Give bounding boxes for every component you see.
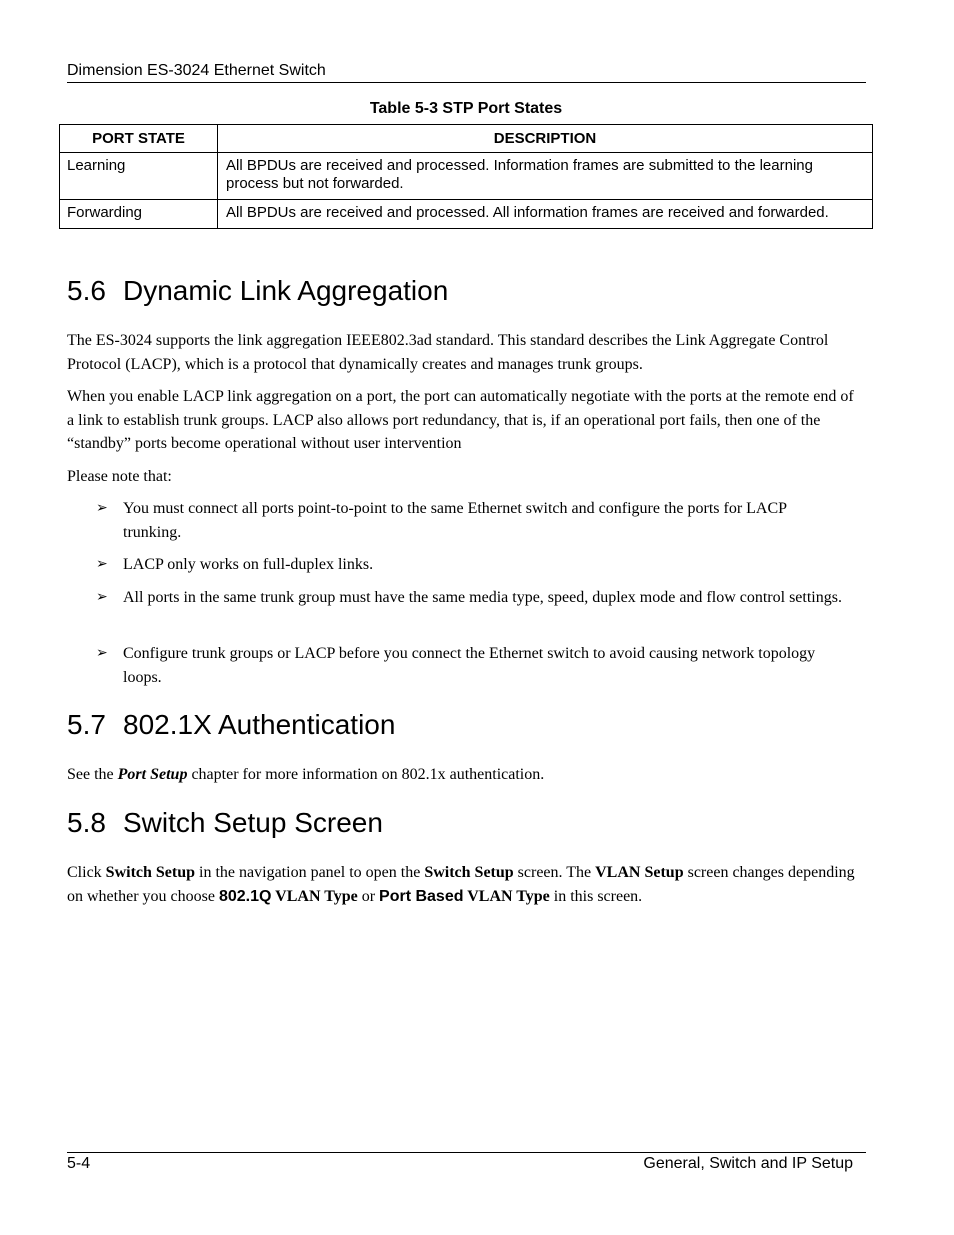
arrow-bullet-icon: ➢	[96, 500, 108, 516]
section-heading-5-7	[67, 708, 395, 742]
list-item	[96, 586, 846, 610]
arrow-bullet-icon: ➢	[96, 589, 108, 605]
column-header-description: DESCRIPTION	[218, 125, 873, 153]
table-row	[60, 153, 873, 200]
list-item	[96, 497, 846, 544]
bold-term: VLAN Type	[463, 887, 550, 905]
section-title: Switch Setup Screen	[123, 807, 383, 838]
text-run: in this screen.	[549, 887, 643, 905]
section-number: 5.7	[67, 709, 106, 740]
page-number: 5-4	[67, 1155, 91, 1172]
bold-term: 802.1Q	[218, 887, 272, 905]
text-run: See the	[67, 766, 118, 783]
bullet-text: Configure trunk groups or LACP before you connect the Ethernet switch to avoid causing network topology loops.	[123, 645, 816, 686]
bold-term: Switch Setup	[424, 864, 514, 881]
paragraph-switch-setup	[67, 861, 857, 908]
arrow-bullet-icon: ➢	[96, 556, 108, 572]
description-cell: All BPDUs are received and processed. All information frames are received and forwarded.	[218, 200, 873, 229]
bold-term: VLAN Setup	[595, 864, 684, 881]
bullet-text: All ports in the same trunk group must have the same media type, speed, duplex mode and flow control settings.	[123, 589, 842, 606]
text-run: chapter for more information on 802.1x authentication.	[187, 766, 545, 783]
text-run: screen. The	[513, 864, 596, 881]
text-run: in the navigation panel to open the	[195, 864, 425, 881]
section-number: 5.6	[67, 275, 106, 306]
bold-term: Port Based	[379, 887, 464, 905]
text-run: screen changes depending on whether you choose	[67, 864, 855, 905]
paragraph-lacp-intro: The ES-3024 supports the link aggregation IEEE802.3ad standard. This standard describes the Link Aggregate Control Protocol (LACP), which is a protocol that dynamically creates and manages trunk groups.	[67, 332, 829, 373]
bold-term: Switch Setup	[105, 864, 196, 881]
arrow-bullet-icon: ➢	[96, 645, 108, 661]
section-title: 802.1X Authentication	[123, 709, 396, 740]
text-run: or	[357, 887, 380, 905]
chapter-title: General, Switch and IP Setup	[643, 1155, 853, 1172]
list-item	[96, 642, 846, 689]
bullet-text: You must connect all ports point-to-point to the same Ethernet switch and configure the ports for LACP trunking.	[123, 500, 787, 541]
stp-port-states-table	[59, 124, 873, 229]
section-heading-5-8	[67, 806, 383, 840]
section-heading-5-6	[67, 274, 448, 308]
text-run: Click	[67, 864, 106, 881]
bold-term: VLAN Type	[271, 887, 358, 905]
section-number: 5.8	[67, 807, 106, 838]
running-header: Dimension ES-3024 Ethernet Switch	[67, 61, 866, 83]
footer-rule	[67, 1152, 866, 1153]
paragraph-please-note: Please note that:	[67, 468, 172, 485]
paragraph-8021x	[67, 763, 857, 787]
column-header-port-state: PORT STATE	[60, 125, 218, 153]
table-caption: Table 5-3 STP Port States	[369, 100, 563, 117]
description-cell: All BPDUs are received and processed. Information frames are submitted to the learning process but not forwarded.	[218, 153, 873, 200]
bullet-text: LACP only works on full-duplex links.	[123, 556, 374, 573]
port-setup-reference: Port Setup	[117, 766, 188, 783]
table-row	[60, 200, 873, 229]
port-state-cell: Learning	[60, 153, 218, 200]
port-state-cell: Forwarding	[60, 200, 218, 229]
paragraph-lacp-enable: When you enable LACP link aggregation on a port, the port can automatically negotiate with the ports at the remote end of a link to establish trunk groups. LACP also allows port redundancy, that is, if an operational port fails, then one of the “standby” ports become operational without user intervention	[67, 388, 854, 452]
list-item	[96, 553, 846, 577]
table-header-row	[60, 125, 873, 153]
section-title: Dynamic Link Aggregation	[123, 275, 449, 306]
